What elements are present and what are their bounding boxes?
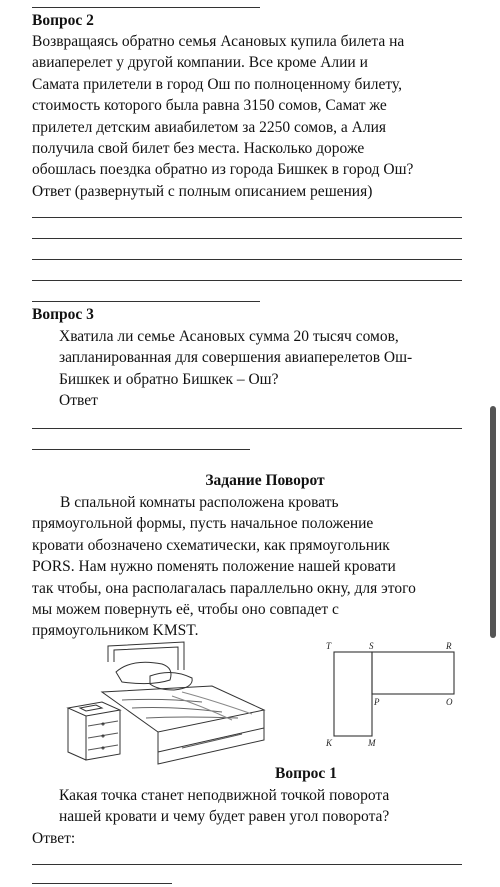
answer-line — [32, 259, 462, 260]
rectangle-kmst — [334, 652, 372, 736]
question-1-text: Какая точка станет неподвижной точкой поворота нашей кровати и чему будет равен угол поворота? — [59, 787, 390, 826]
rectangle-pors — [372, 652, 454, 694]
answer-line-short — [32, 449, 250, 450]
question-2-text: Возвращаясь обратно семья Асановых купила билета на авиаперелет у другой компании. Все кроме Алии и Самата прилетели в город Ош по полноценному билету, стоимость которого была равна 3150 сомов, Самат же прилетел детским авиабилетом за 2250 сомов, а Алия получила свой билет без места. Насколько дороже обошлась поездка обратно из города Бишкек в город Ош? Ответ (развернутый с полным описанием решения) — [32, 33, 414, 200]
answer-line — [32, 280, 462, 281]
question-2-heading: Вопрос 2 — [32, 12, 94, 29]
answer-line — [32, 864, 462, 865]
answer-line-short — [32, 301, 260, 302]
question-3-answer-label: Ответ — [59, 392, 98, 409]
question-1-answer-label: Ответ: — [32, 830, 76, 847]
label-t: T — [326, 641, 332, 651]
task-text: В спальной комнаты расположена кровать прямоугольной формы, пусть начальное положение кровати обозначено схематически, как прямоугольник PORS. Нам нужно поменять положение нашей кровати так чтобы, она располагалась параллельно окну, для этого мы можем повернуть её, чтобы оно совпадет с прямоугольником KMST. — [32, 494, 416, 640]
label-k: K — [326, 738, 333, 748]
task-title: Задание Поворот — [205, 472, 325, 489]
question-3-heading: Вопрос 3 — [32, 306, 94, 323]
answer-line — [32, 238, 462, 239]
question-3-text: Хватила ли семье Асановых сумма 20 тысяч сомов, запланированная для совершения авиаперелетов Ош- Бишкек и обратно Бишкек – Ош? — [59, 328, 413, 388]
answer-line — [32, 217, 462, 218]
scrollbar-thumb[interactable] — [490, 406, 496, 638]
label-r: R — [446, 641, 452, 651]
label-o: O — [446, 697, 453, 707]
label-s: S — [369, 641, 374, 651]
question-1-heading: Вопрос 1 — [275, 765, 337, 782]
label-p: P — [374, 697, 380, 707]
rotation-diagram — [322, 640, 462, 752]
label-m: M — [368, 738, 376, 748]
answer-line-short — [32, 883, 172, 884]
top-divider — [32, 7, 260, 8]
answer-line — [32, 428, 462, 429]
bed-illustration — [62, 640, 268, 770]
